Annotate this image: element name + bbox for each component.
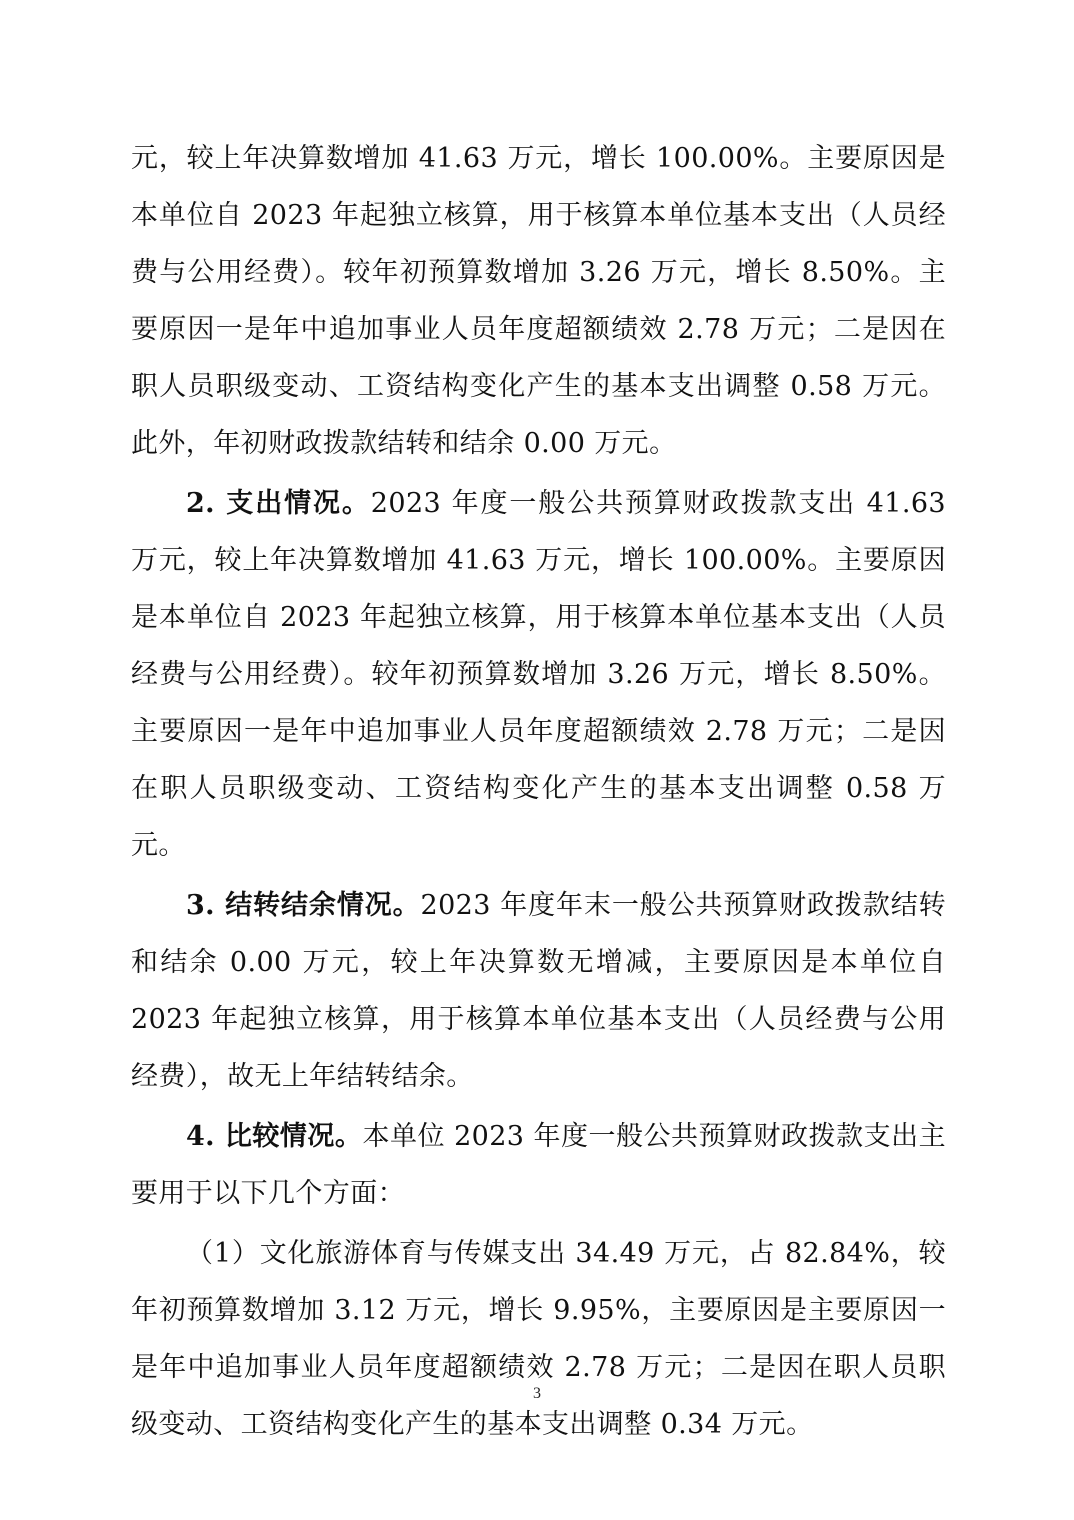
paragraph-heading: 3. 结转结余情况。: [186, 890, 421, 921]
paragraph-text: 2023 年度年末一般公共预算财政拨款结转和结余 0.00 万元，较上年决算数无增减，主要原因是本单位自 2023 年起独立核算，用于核算本单位基本支出（人员经费与公用经费），故无上年结转结余。: [131, 890, 946, 1092]
paragraph-text: （1）文化旅游体育与传媒支出 34.49 万元，占 82.84%，较年初预算数增加 3.12 万元，增长 9.95%，主要原因是主要原因一是年中追加事业人员年度超额绩效 2.78 万元；二是因在职人员职级变动、工资结构变化产生的基本支出调整 0.34 万元。: [131, 1238, 946, 1440]
page-number: 3: [533, 1385, 541, 1402]
paragraph-carryover: [131, 877, 946, 1105]
paragraph-text: 元，较上年决算数增加 41.63 万元，增长 100.00%。主要原因是本单位自 2023 年起独立核算，用于核算本单位基本支出（人员经费与公用经费）。较年初预算数增加 3.26 万元，增长 8.50%。主要原因一是年中追加事业人员年度超额绩效 2.78 万元；二是因在职人员职级变动、工资结构变化产生的基本支出调整 0.58 万元。此外，年初财政拨款结转和结余 0.00 万元。: [131, 143, 946, 459]
paragraph-expenditure: [131, 475, 946, 874]
paragraph-heading: 4. 比较情况。: [186, 1121, 363, 1152]
paragraph-income-continued: [131, 130, 946, 472]
paragraph-text: 2023 年度一般公共预算财政拨款支出 41.63 万元，较上年决算数增加 41.63 万元，增长 100.00%。主要原因是本单位自 2023 年起独立核算，用于核算本单位基本支出（人员经费与公用经费）。较年初预算数增加 3.26 万元，增长 8.50%。主要原因一是年中追加事业人员年度超额绩效 2.78 万元；二是因在职人员职级变动、工资结构变化产生的基本支出调整 0.58 万元。: [131, 488, 946, 861]
paragraph-heading: 2. 支出情况。: [186, 488, 371, 519]
body-text: [131, 130, 946, 1456]
paragraph-text: 本单位 2023 年度一般公共预算财政拨款支出主要用于以下几个方面：: [131, 1121, 946, 1209]
paragraph-comparison: [131, 1108, 946, 1222]
paragraph-item-1: [131, 1225, 946, 1453]
